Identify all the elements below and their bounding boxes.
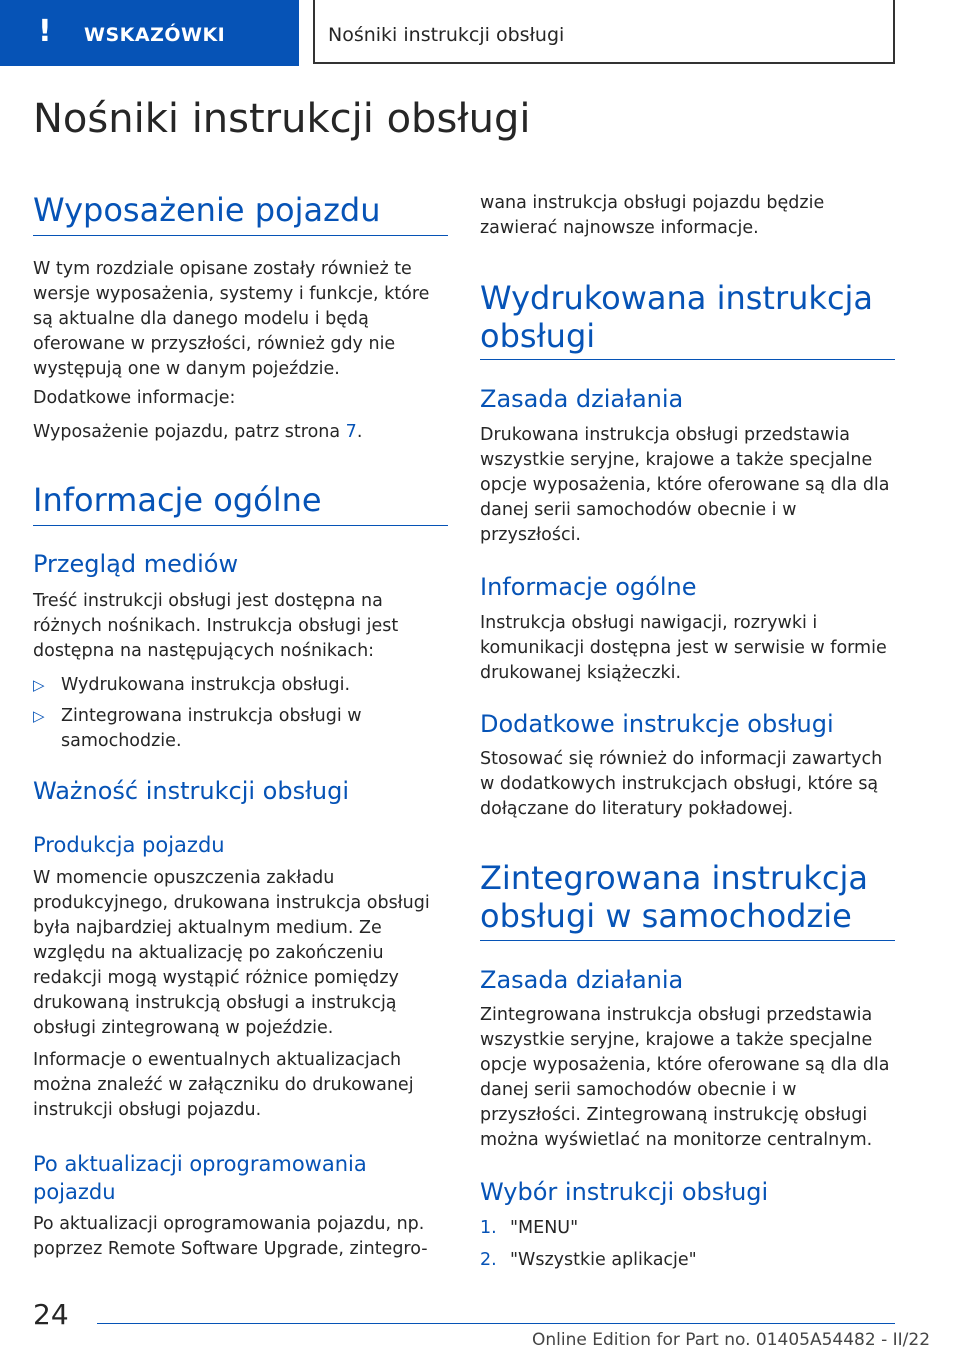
heading-zasada-dzialania: Zasada działania (480, 385, 684, 413)
paragraph-przeglad: Treść instrukcji obsługi jest dostępna na różnych nośnikach. Instrukcja obsługi jest dostępna na następujących nośnikach: (33, 591, 399, 661)
paragraph-wyposazenie: W tym rozdziale opisane zostały również te wersje wyposażenia, systemy i funkcje, które są aktualne dla danego modelu i będą oferowane w przyszłości, również gdy nie występują one w danym pojeździe. (33, 259, 430, 379)
heading-informacje-ogolne-2: Informacje ogólne (480, 573, 697, 601)
paragraph-po-aktualizacji: Po aktualizacji oprogramowania pojazdu, np. poprzez Remote Software Upgrade, zintegro- (33, 1214, 428, 1259)
heading-produkcja: Produkcja pojazdu (33, 833, 225, 857)
heading-zintegrowana: Zintegrowana instrukcja obsługi w samochodzie (480, 859, 868, 935)
reference-end: . (356, 422, 363, 442)
triangle-bullet-icon: ▷ (33, 676, 45, 694)
step-text: "MENU" (510, 1218, 579, 1238)
heading-po-aktualizacji: Po aktualizacji oprogramowania pojazdu (33, 1152, 367, 1204)
divider (480, 940, 895, 941)
paragraph-zasada-zintegrowana: Zintegrowana instrukcja obsługi przedstawia wszystkie seryjne, krajowe a także specjalne opcje wyposażenia, które oferowane są dla dla danej serii samochodów obecnie i w przyszłości. Zintegrowaną instrukcję obsługi można wyświetlać na monitorze centralnym. (480, 1005, 890, 1150)
paragraph-informacje: Instrukcja obsługi nawigacji, rozrywki i komunikacji dostępna jest w serwisie w formie drukowanej książeczki. (480, 613, 887, 683)
page-title: Nośniki instrukcji obsługi (33, 96, 531, 142)
page-link[interactable]: 7 (345, 422, 357, 442)
divider (33, 235, 448, 236)
running-header-title: Nośniki instrukcji obsługi (328, 24, 565, 46)
heading-przeglad-mediow: Przegląd mediów (33, 550, 239, 578)
list-item-text: Wydrukowana instrukcja obsługi. (61, 675, 351, 695)
step-number: 2. (480, 1250, 497, 1270)
page-number: 24 (33, 1298, 69, 1331)
step-text: "Wszystkie aplikacje" (510, 1250, 697, 1270)
heading-wydrukowana: Wydrukowana instrukcja obsługi (480, 279, 874, 355)
exclamation-icon: ! (38, 14, 52, 49)
paragraph-produkcja: W momencie opuszczenia zakładu produkcyjnego, drukowana instrukcja obsługi była najbardziej aktualnym medium. Ze względu na aktualizację po zakończeniu redakcji mogą wystąpić różnice pomiędzy drukowaną instrukcją obsługi a instrukcją obsługi zintegrowaną w pojeździe. (33, 868, 430, 1038)
paragraph-zasada: Drukowana instrukcja obsługi przedstawia wszystkie seryjne, krajowe a także specjalne opcje wyposażenia, które oferowane są dla dla danej serii samochodów obecnie i w przyszłości. (480, 425, 890, 545)
paragraph-dodatkowe: Dodatkowe informacje: (33, 388, 236, 408)
running-header (313, 0, 895, 64)
heading-zasada-dzialania-2: Zasada działania (480, 966, 684, 994)
paragraph-aktualizacje: Informacje o ewentualnych aktualizacjach można znaleźć w załączniku do drukowanej instrukcji obsługi pojazdu. (33, 1050, 414, 1120)
footer-divider (97, 1323, 895, 1324)
triangle-bullet-icon: ▷ (33, 707, 45, 725)
step-number: 1. (480, 1218, 497, 1238)
paragraph-continued: wana instrukcja obsługi pojazdu będzie zawierać najnowsze informacje. (480, 193, 825, 238)
paragraph-patrz-strona (33, 420, 451, 445)
heading-dodatkowe-instrukcje: Dodatkowe instrukcje obsługi (480, 710, 834, 738)
section-tab-label: WSKAZÓWKI (84, 24, 226, 46)
heading-waznosc: Ważność instrukcji obsługi (33, 777, 350, 805)
footer-edition: Online Edition for Part no. 01405A54482 - II/22 (532, 1330, 931, 1350)
heading-informacje-ogolne: Informacje ogólne (33, 481, 322, 519)
divider (480, 359, 895, 360)
heading-wybor: Wybór instrukcji obsługi (480, 1178, 769, 1206)
section-tab (0, 0, 299, 66)
reference-text: Wyposażenie pojazdu, patrz strona (33, 422, 346, 442)
list-item-text: Zintegrowana instrukcja obsługi w samochodzie. (61, 706, 362, 751)
divider (33, 525, 448, 526)
heading-wyposazenie: Wyposażenie pojazdu (33, 191, 381, 229)
paragraph-dodatkowe-instrukcje: Stosować się również do informacji zawartych w dodatkowych instrukcjach obsługi, które są dołączane do literatury pokładowej. (480, 749, 883, 819)
